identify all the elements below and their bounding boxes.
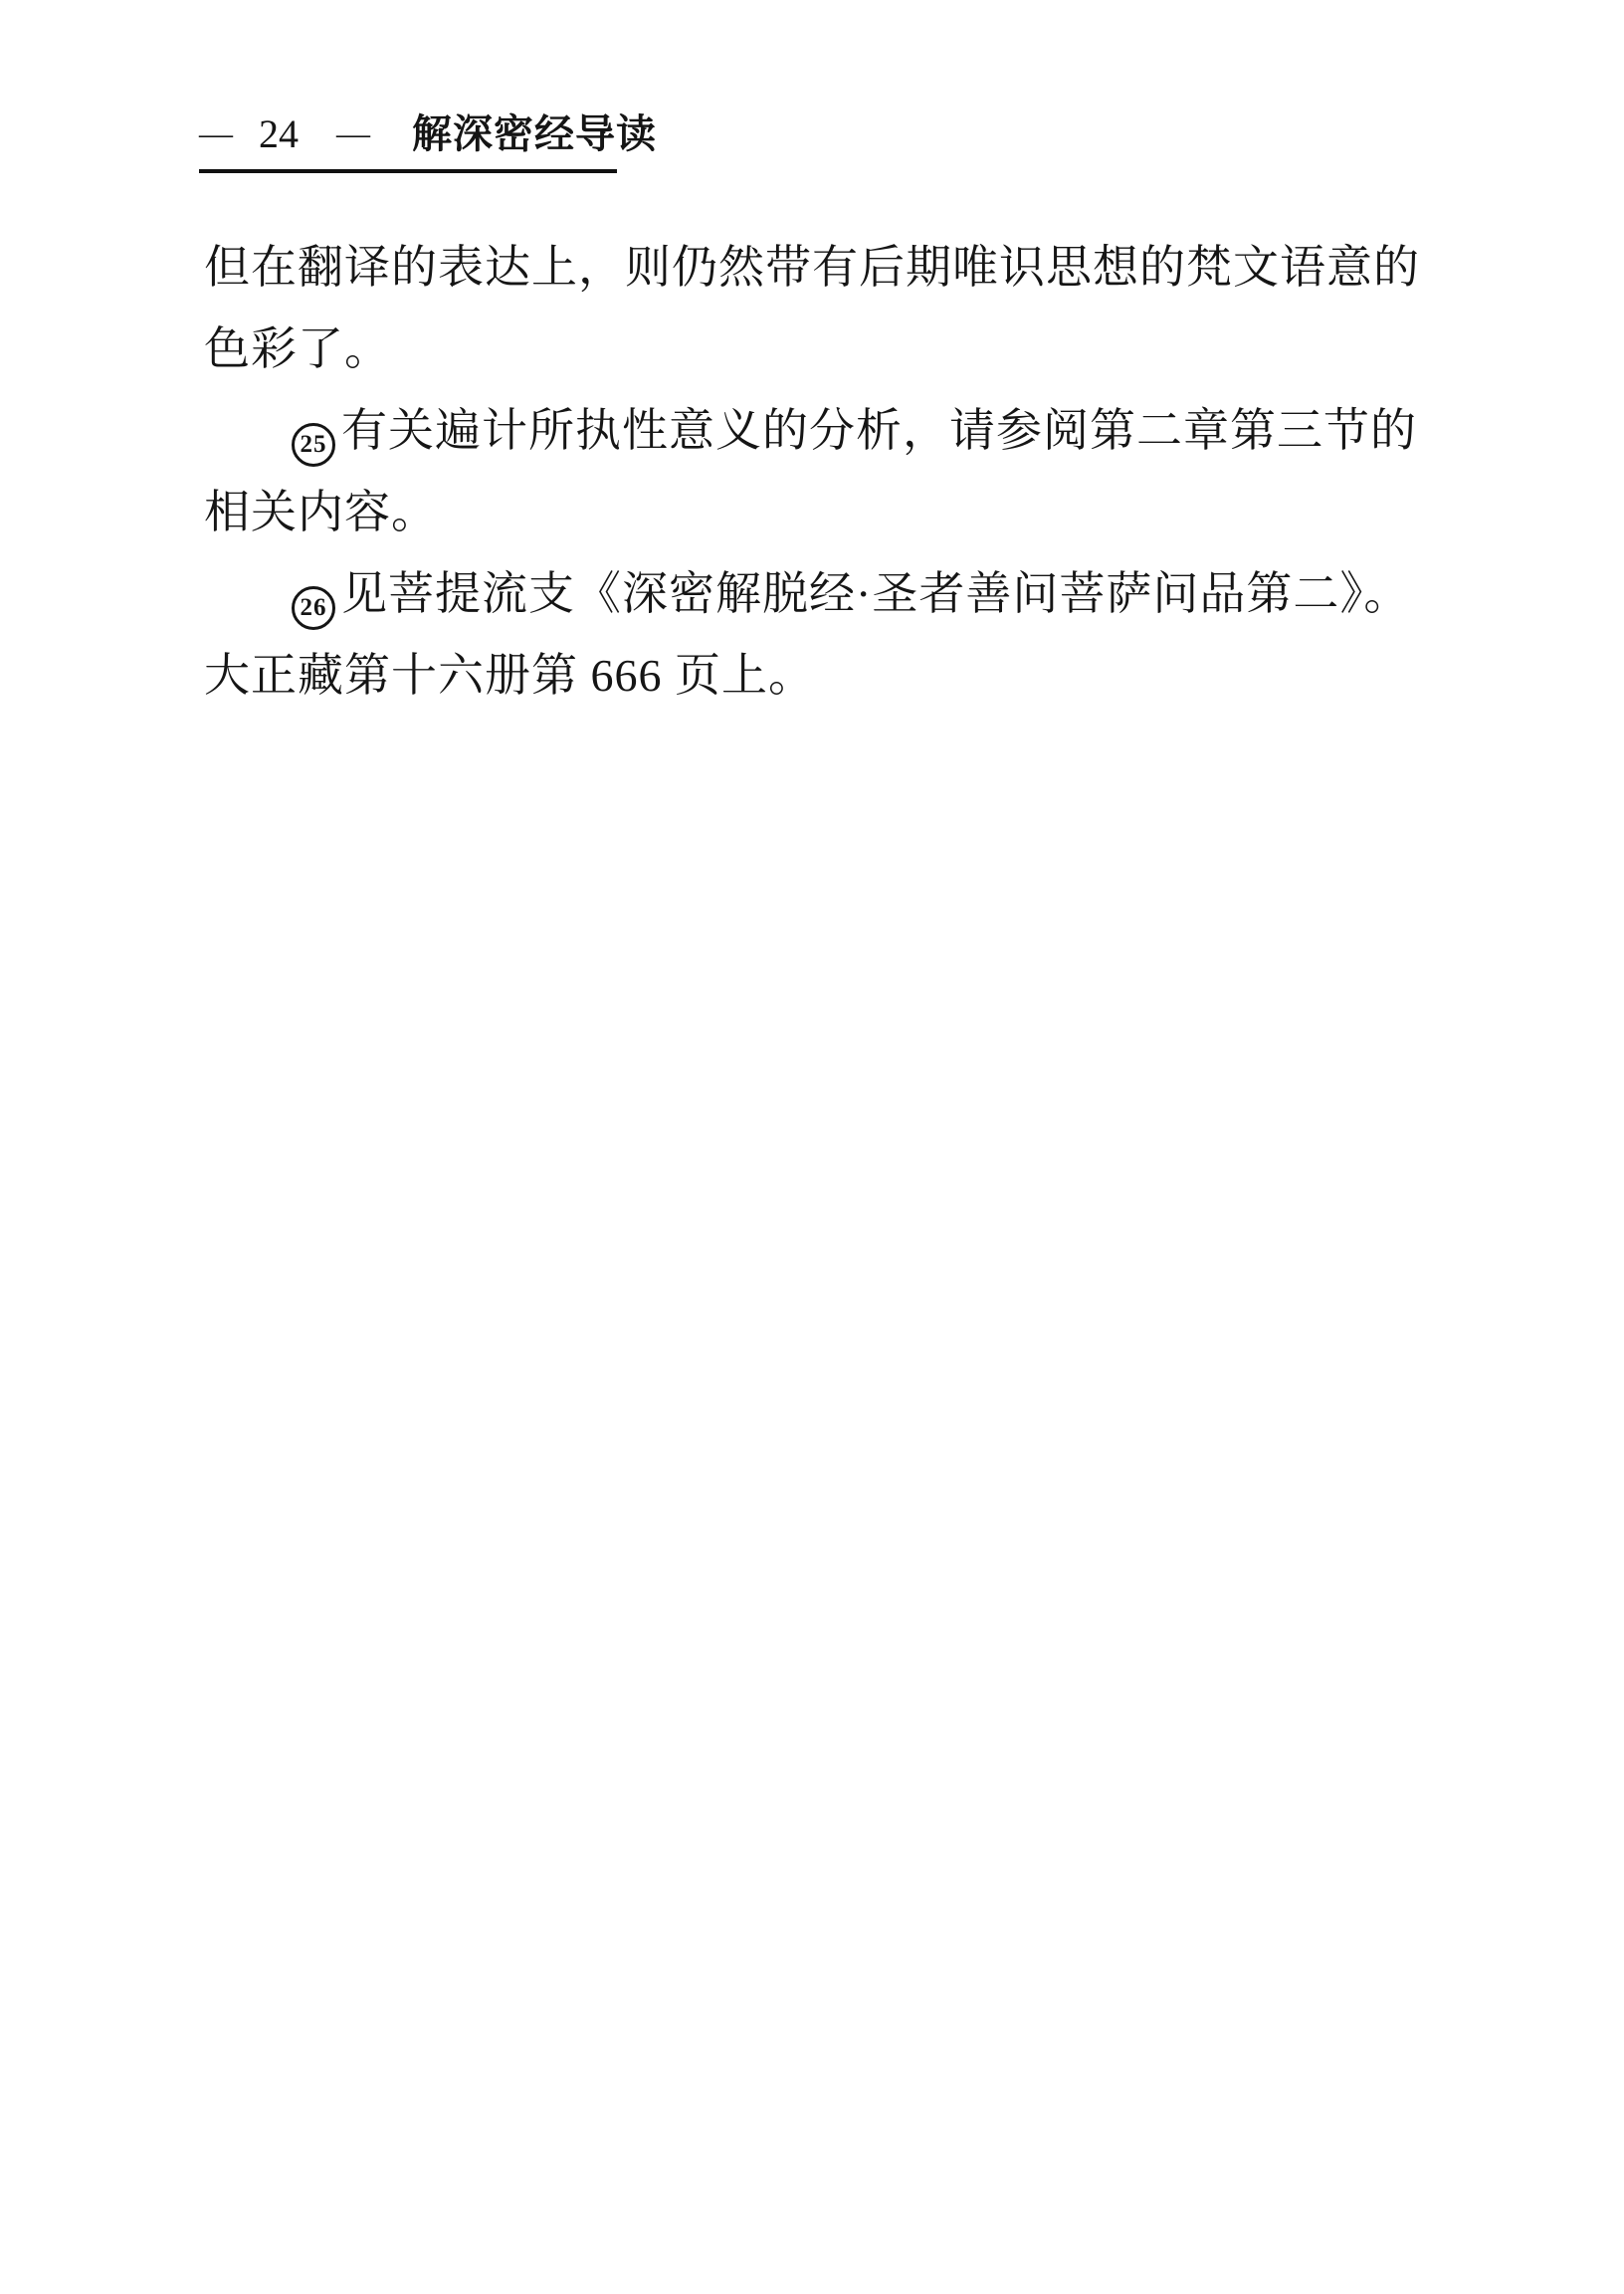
header-dash-left: — [199,115,233,152]
paragraph-line-2: 色彩了。 [204,323,391,374]
footnote-25-text: 有关遍计所执性意义的分析，请参阅第二章第三节的 [341,405,1417,456]
footnote-25-line-1 [204,390,1420,472]
footnote-26-line-2: 大正藏第十六册第 666 页上。 [204,650,815,701]
page-number: 24 [259,111,299,156]
footnote-25-line-2: 相关内容。 [204,487,438,537]
page-body [204,227,1420,717]
circled-number-25-icon: 25 [292,423,335,467]
paragraph-line-1: 但在翻译的表达上，则仍然带有后期唯识思想的梵文语意的 [204,242,1420,293]
running-header [199,111,657,173]
running-title: 解深密经导读 [412,111,657,156]
header-dash-right: — [336,115,370,152]
footnote-26-text: 见菩提流支《深密解脱经·圣者善问菩萨问品第二》。 [341,568,1411,619]
footnote-26-line-1 [204,553,1420,635]
circled-number-26-icon: 26 [292,586,335,630]
